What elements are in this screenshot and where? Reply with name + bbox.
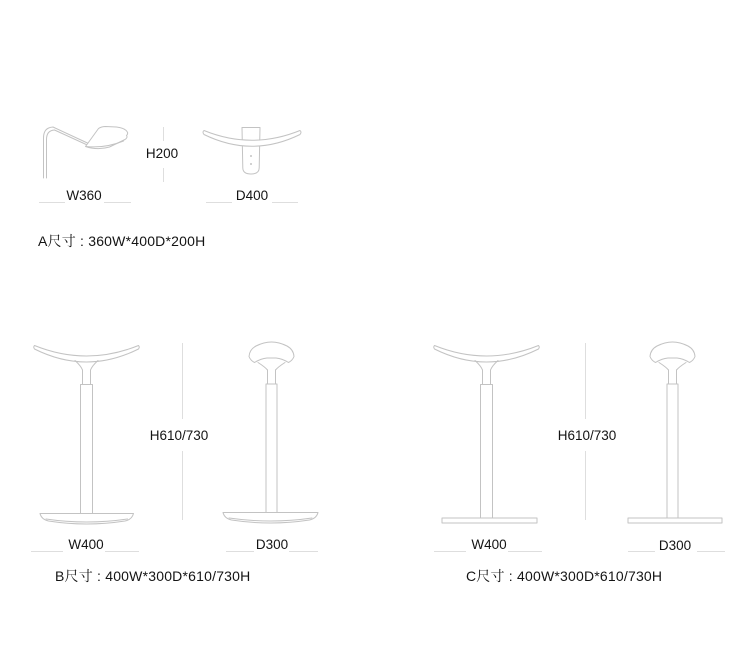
height-dimension-line-b-bottom (182, 451, 183, 520)
depth-dimension-line-a-right (272, 202, 298, 203)
c-width-label: W400 (471, 537, 507, 552)
a-depth-label: D400 (235, 188, 269, 203)
depth-dimension-line-b-right (289, 551, 318, 552)
width-dimension-line-b-right (105, 551, 139, 552)
a-width-label: W360 (66, 188, 102, 203)
b-depth-label: D300 (255, 537, 289, 552)
height-dimension-line-c-bottom (585, 451, 586, 520)
b-width-label: W400 (68, 537, 104, 552)
seat-front-view-drawing (202, 113, 302, 183)
width-dimension-line-a-right (104, 202, 131, 203)
height-dimension-line-c-top (585, 343, 586, 419)
seat-side-view-drawing (40, 117, 135, 182)
stool-b-front-view-drawing (33, 339, 143, 529)
width-dimension-line-c-right (508, 551, 542, 552)
stool-b-side-view-drawing (221, 337, 321, 529)
height-dimension-line-b-top (182, 343, 183, 419)
c-size-caption: C尺寸 : 400W*300D*610/730H (466, 568, 663, 584)
height-dimension-line-a-top (163, 127, 164, 141)
a-height-label: H200 (145, 146, 179, 161)
b-size-caption: B尺寸 : 400W*300D*610/730H (55, 568, 251, 584)
a-size-caption: A尺寸 : 360W*400D*200H (38, 233, 206, 249)
stool-c-front-view-drawing (433, 339, 543, 529)
depth-dimension-line-c-right (697, 551, 725, 552)
b-height-label: H610/730 (149, 428, 209, 443)
c-depth-label: D300 (658, 538, 692, 553)
c-height-label: H610/730 (557, 428, 617, 443)
height-dimension-line-a-bottom (163, 168, 164, 182)
stool-c-side-view-drawing (622, 337, 722, 529)
